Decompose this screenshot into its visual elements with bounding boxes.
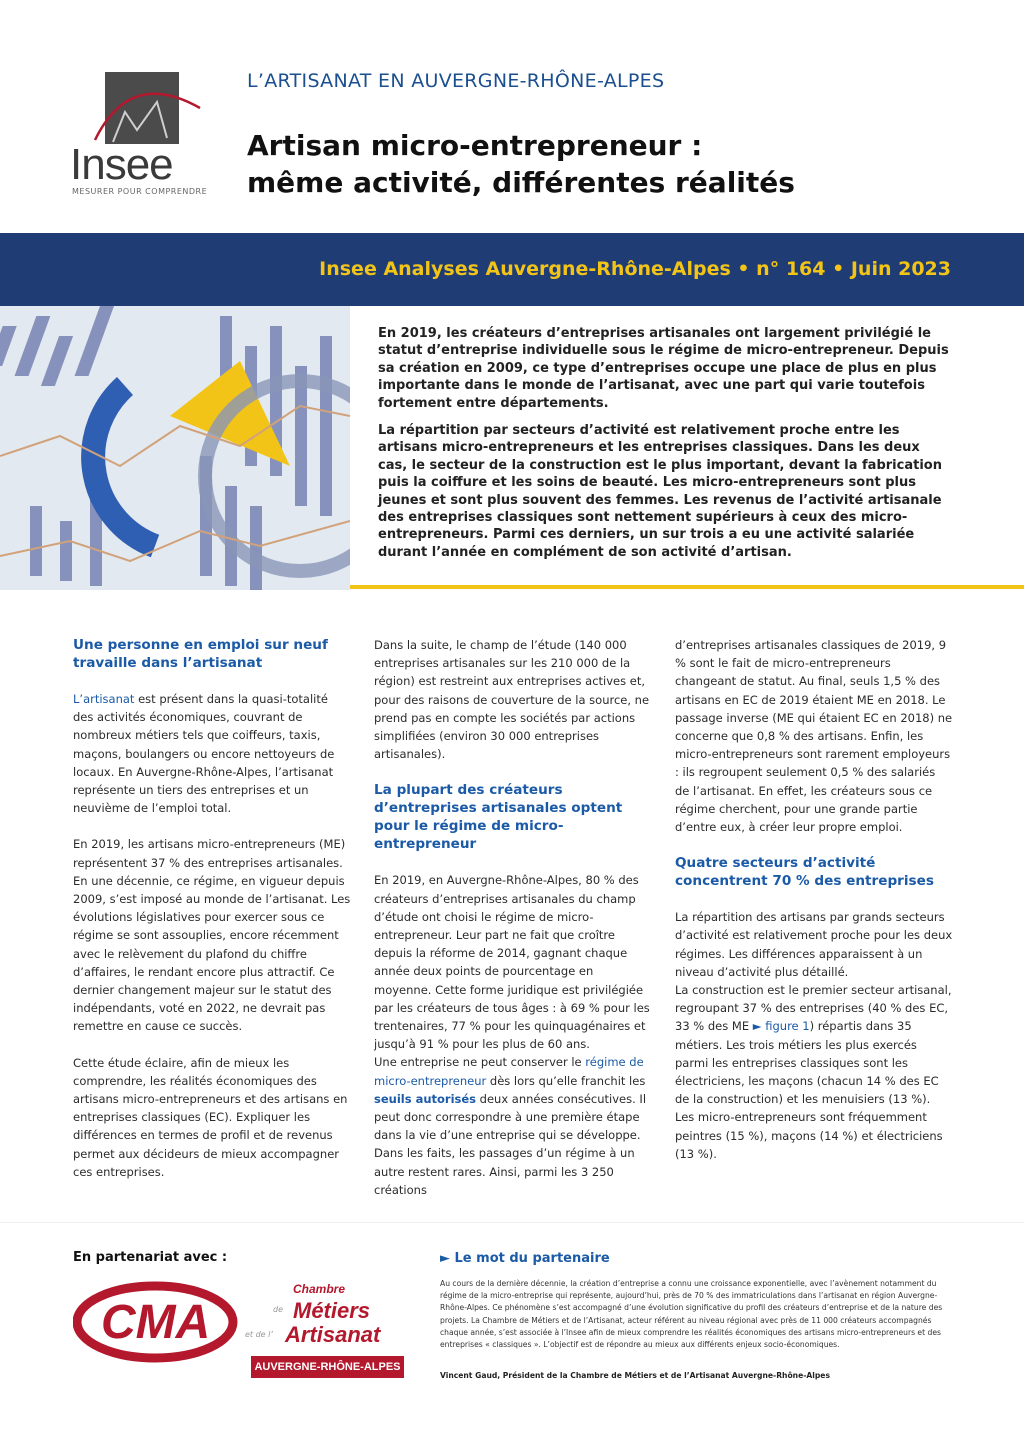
column-3 — [675, 636, 953, 1181]
link-regime-micro-entrepreneur[interactable]: régime de micro-entrepreneur — [374, 1055, 644, 1088]
link-artisanat[interactable]: L’artisanat — [73, 692, 135, 706]
column-1 — [73, 636, 351, 1199]
cma-logo-mark-icon — [73, 1272, 248, 1382]
col3-paragraph-3 — [675, 981, 953, 1163]
cma-logo — [73, 1272, 413, 1387]
summary-abstract — [378, 325, 953, 571]
charts-photo-illustration — [0, 306, 350, 590]
section-heading-creators: La plupart des créateurs d’entreprises artisanales optent pour le régime de micro-entrepreneur — [374, 782, 623, 853]
column-2 — [374, 636, 652, 1217]
insee-logo — [70, 70, 208, 200]
insee-logo-tagline: MESURER POUR COMPRENDRE — [72, 187, 208, 196]
cma-metiers: Métiers — [293, 1298, 371, 1323]
footer-divider — [0, 1222, 1024, 1223]
publication-band — [0, 233, 1024, 306]
summary-divider — [350, 585, 1024, 589]
col2-paragraph-1: Dans la suite, le champ de l’étude (140 000 entreprises artisanales sur les 210 000 de la région) est restreint aux entreprises actives et, pour des raisons de couverture de la source, ne prend pas en compte les sociétés par actions simplifiées (environ 30 000 entreprises artisanales). — [374, 638, 650, 762]
cma-chambre: Chambre — [293, 1282, 346, 1296]
hero-illustration — [0, 306, 350, 590]
link-figure-1[interactable]: ► figure 1 — [752, 1019, 810, 1034]
col3-paragraph-1: d’entreprises artisanales classiques de 2019, 9 % sont le fait de micro-entrepreneurs changeant de statut. Au final, seuls 1,5 % des artisans en EC de 2019 étaient ME en 2018. Le passage inverse (ME qui étaient EC en 2018) ne concerne que 0,8 % des artisans. Enfin, les micro-entrepreneurs sont rarement employeurs : ils regroupent seulement 0,5 % des salariés de l’artisanat. En effet, les créateurs sous ce régime cherchent, pour une grande partie d’entre eux, à créer leur propre emploi. — [675, 638, 953, 835]
cma-et-de: et de l’ — [245, 1330, 273, 1339]
col3-p3-text-a: La construction est le premier secteur artisanal, regroupant 37 % des entreprises (40 % des EC, 33 % des ME — [675, 983, 952, 1034]
col3-paragraph-2: La répartition des artisans par grands secteurs d’activité est relativement proche pour les deux régimes. Les différences apparaissent à un niveau d’activité plus détaillé. — [675, 910, 953, 979]
insee-logo-text: Insee — [70, 140, 173, 189]
insee-logo-arc-icon — [90, 78, 210, 148]
partner-word-text: Au cours de la dernière décennie, la création d’entreprise a connu une croissance exponentielle, avec l’avènement notamment du régime de la micro-entreprise qui représente, aujourd’hui, près de 70 % des immatriculations dans l’artisanat en région Auvergne-Rhône-Alpes. Ce phénomène s’est accompagné d’une évolution significative du profil des créateurs d’entreprise et de la nature des projets. La Chambre de Métiers et de l’Artisanat, acteur référent au niveau régional avec près de 11 000 créateurs accompagnés chaque année, s’est associée à l’Insee afin de mieux comprendre les réalités économiques des artisans micro-entrepreneurs et des entreprises « classiques ». L’objectif est de répondre au mieux aux différents enjeux socio-économiques. — [440, 1279, 943, 1350]
col2-p3-text-a: Une entreprise ne peut conserver le — [374, 1055, 586, 1070]
series-kicker: L’ARTISANAT EN AUVERGNE-RHÔNE-ALPES — [247, 70, 665, 92]
col3-p3-text-b: ) répartis dans 35 métiers. Les trois métiers les plus exercés parmi les entreprises classiques sont les électriciens, les maçons (chacun 14 % des EC de la construction) et les menuisiers (13 %). Les micro-entrepreneurs sont fréquemment peintres (15 %), maçons (14 %) et électriciens (13 %). — [675, 1019, 943, 1161]
cma-artisanat: Artisanat — [285, 1322, 381, 1347]
publication-reference: Insee Analyses Auvergne-Rhône-Alpes • n° 164 • Juin 2023 — [319, 258, 951, 280]
cma-region-badge: AUVERGNE-RHÔNE-ALPES — [251, 1356, 404, 1378]
section-heading-sectors: Quatre secteurs d’activité concentrent 70 % des entreprises — [675, 855, 934, 890]
title-line-2: même activité, différentes réalités — [247, 166, 795, 199]
link-seuils-autorises[interactable]: seuils autorisés — [374, 1091, 477, 1106]
partner-signature: Vincent Gaud, Président de la Chambre de Métiers et de l’Artisanat Auvergne-Rhône-Alpes — [440, 1371, 830, 1380]
summary-paragraph-1: En 2019, les créateurs d’entreprises artisanales ont largement privilégié le statut d’entreprise individuelle sous le régime de micro-entrepreneur. Depuis sa création en 2009, ce type d’entreprises occupe une place de plus en plus importante dans le monde de l’artisanat, avec une part qui varie toutefois fortement entre départements. — [378, 326, 949, 411]
col1-paragraph-3: Cette étude éclaire, afin de mieux les comprendre, les réalités économiques des artisans micro-entrepreneurs et des artisans en entreprises classiques (EC). Expliquer les différences en termes de profil et de revenus permet aux décideurs de mieux accompagner ces entreprises. — [73, 1055, 348, 1179]
cma-de: de — [273, 1305, 283, 1314]
col2-p3-text-c: deux années consécutives. Il peut donc correspondre à une première étape dans la vie d’une entreprise qui se développe. Dans les faits, les passages d’un régime à un autre restent rares. Ainsi, parmi les 3 250 créations — [374, 1091, 647, 1197]
summary-paragraph-2: La répartition par secteurs d’activité est relativement proche entre les artisans micro-entrepreneurs et les entreprises classiques. Dans les deux cas, le secteur de la construction est le plus important, devant la fabrication puis la coiffure et les soins de beauté. Les micro-entrepreneurs sont plus jeunes et sont plus souvent des femmes. Les revenus de l’activité artisanale des entreprises classiques sont nettement supérieurs à ceux des micro-entrepreneurs. Parmi ces derniers, un sur trois a eu une activité salariée durant l’année en complément de son activité d’artisan. — [378, 423, 942, 560]
col2-paragraph-3 — [374, 1053, 652, 1199]
cma-logo-letters: CMA — [101, 1296, 211, 1349]
col1-paragraph-1-text: est présent dans la quasi-totalité des activités économiques, couvrant de nombreux métiers tels que coiffeurs, taxis, maçons, boulangers ou encore nettoyeurs de locaux. En Auvergne-Rhône-Alpes, l’artisanat représente un tiers des entreprises et un neuvième de l’emploi total. — [73, 692, 335, 816]
page-title — [247, 127, 795, 201]
col2-p3-text-b: dès lors qu’elle franchit les — [486, 1073, 646, 1088]
partnership-label: En partenariat avec : — [73, 1250, 228, 1265]
section-heading-employment: Une personne en emploi sur neuf travaille dans l’artisanat — [73, 637, 328, 671]
col1-paragraph-2: En 2019, les artisans micro-entrepreneurs (ME) représentent 37 % des entreprises artisanales. En une décennie, ce régime, en vigueur depuis 2009, s’est imposé au monde de l’artisanat. Les évolutions législatives pour exercer sous ce régime se sont assouplies, encore récemment avec le relèvement du plafond du chiffre d’affaires, le rendant encore plus attractif. Ce dernier changement majeur sur le statut des indépendants, voté en 2022, ne devrait pas remettre en cause ce succès. — [73, 837, 351, 1034]
col2-paragraph-2: En 2019, en Auvergne-Rhône-Alpes, 80 % des créateurs d’entreprises artisanales du champ d’étude ont choisi le régime de micro-entrepreneur. Leur part ne fait que croître depuis la réforme de 2014, gagnant chaque année deux points de pourcentage en moyenne. Cette forme juridique est privilégiée par les créateurs de tous âges : à 69 % pour les trentenaires, 77 % pour les quinquagénaires et jusqu’à 91 % pour les plus de 60 ans. — [374, 873, 650, 1052]
col1-paragraph-1 — [73, 690, 351, 817]
partner-word-title: ► Le mot du partenaire — [440, 1251, 610, 1266]
title-line-1: Artisan micro-entrepreneur : — [247, 129, 703, 162]
